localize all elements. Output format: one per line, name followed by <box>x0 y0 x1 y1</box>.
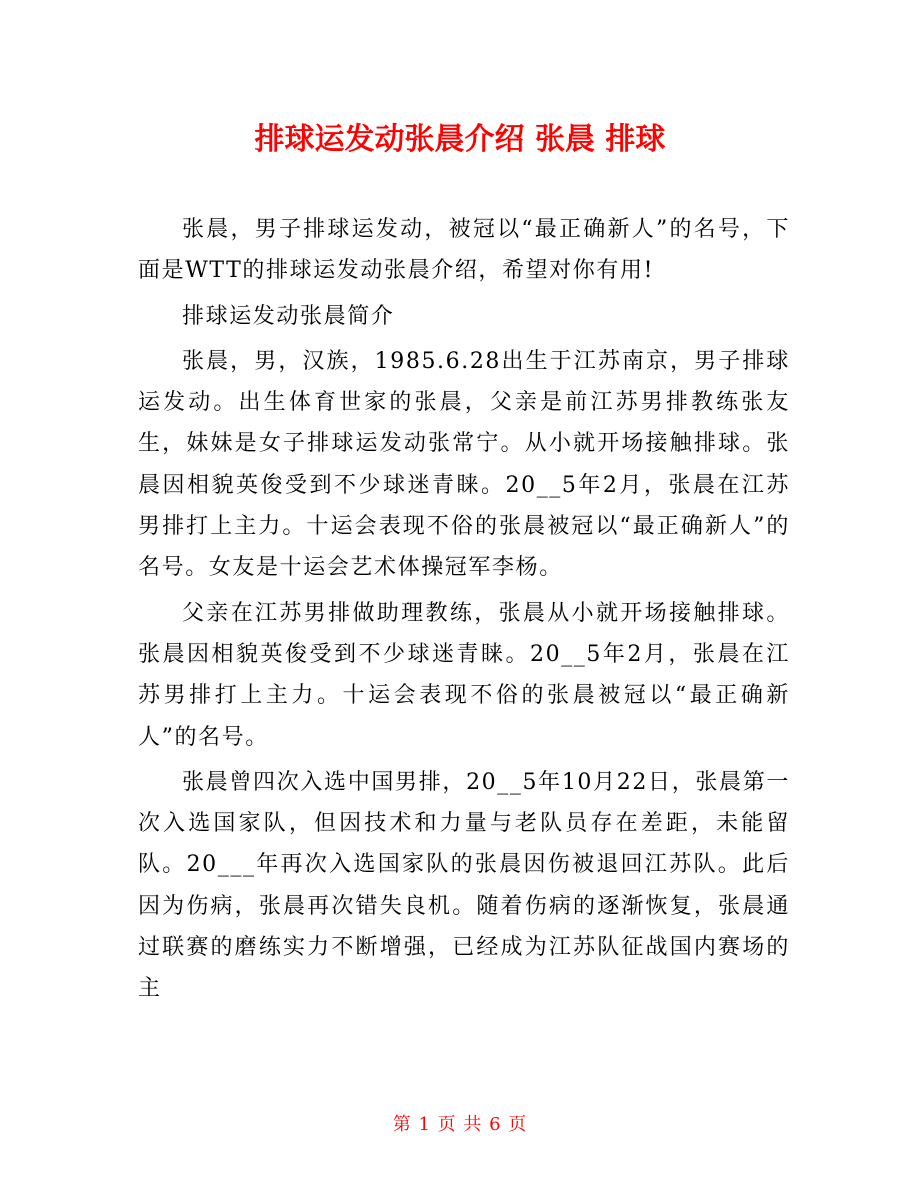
page-number-footer: 第 1 页 共 6 页 <box>392 1114 528 1135</box>
document-title: 排球运发动张晨介绍 张晨 排球 <box>254 122 666 157</box>
paragraph-father: 父亲在江苏男排做助理教练，张晨从小就开场接触排球。张晨因相貌英俊受到不少球迷青睐。20__5年2月，张晨在江苏男排打上主力。十运会表现不俗的张晨被冠以“最正确新人”的名号。 <box>138 600 790 750</box>
paragraph-national-team: 张晨曾四次入选中国男排，20__5年10月22日，张晨第一次入选国家队，但因技术和力量与老队员存在差距，未能留队。20___年再次入选国家队的张晨因伤被退回江苏队。此后因为伤病，张晨再次错失良机。随着伤病的逐渐恢复，张晨通过联赛的磨练实力不断增强，已经成为江苏队征战国内赛场的主 <box>138 769 790 1002</box>
document-body <box>138 209 790 1014</box>
paragraph-intro: 张晨，男子排球运发动，被冠以“最正确新人”的名号，下面是WTT的排球运发动张晨介绍，希望对你有用! <box>138 217 790 284</box>
paragraph-section-heading: 排球运发动张晨简介 <box>182 303 395 329</box>
paragraph-biography: 张晨，男，汉族，1985.6.28出生于江苏南京，男子排球运发动。出生体育世家的张晨，父亲是前江苏男排教练张友生，妹妹是女子排球运发动张常宁。从小就开场接触排球。张晨因相貌英俊受到不少球迷青睐。20__5年2月，张晨在江苏男排打上主力。十运会表现不俗的张晨被冠以“最正确新人”的名号。女友是十运会艺术体操冠军李杨。 <box>138 348 790 581</box>
